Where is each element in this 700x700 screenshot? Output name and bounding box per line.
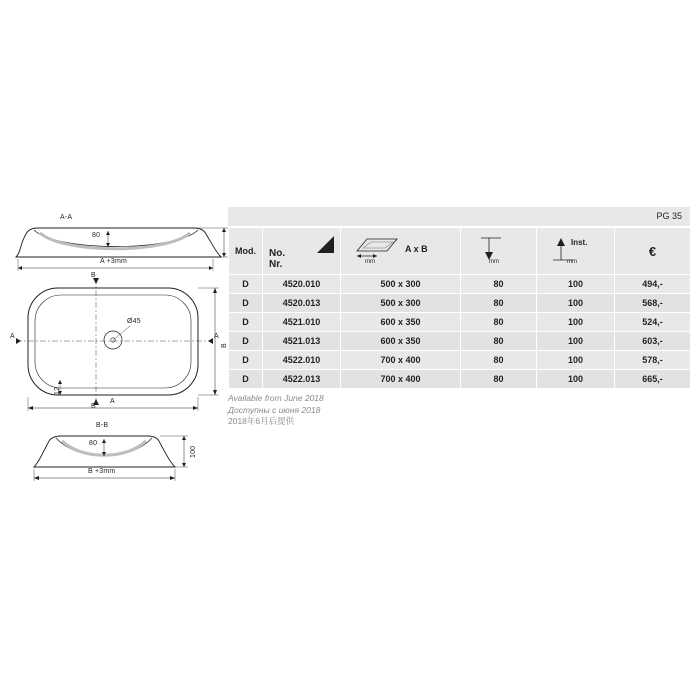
marker-b-bottom: B xyxy=(91,403,96,410)
cell-number: 4522.013 xyxy=(263,370,341,389)
cell-number: 4521.010 xyxy=(263,313,341,332)
cell-mod: D xyxy=(229,351,263,370)
section-aa-label: A-A xyxy=(60,214,73,221)
header-installation xyxy=(537,228,615,275)
header-inst-label: Inst. xyxy=(571,238,588,247)
header-number xyxy=(263,228,341,275)
cell-mod: D xyxy=(229,370,263,389)
header-depth-unit: mm xyxy=(489,259,499,265)
section-bb-width: B +3mm xyxy=(88,468,116,475)
header-dimensions xyxy=(341,228,461,275)
cell-depth: 80 xyxy=(461,332,537,351)
header-price xyxy=(615,228,691,275)
cell-price: 603,- xyxy=(615,332,691,351)
cell-installation: 100 xyxy=(537,275,615,294)
table-row xyxy=(229,313,691,332)
table-row xyxy=(229,332,691,351)
cell-installation: 100 xyxy=(537,332,615,351)
cell-dimensions: 600 x 350 xyxy=(341,313,461,332)
cell-mod: D xyxy=(229,275,263,294)
cell-dimensions: 500 x 300 xyxy=(341,275,461,294)
cell-mod: D xyxy=(229,294,263,313)
header-depth xyxy=(461,228,537,275)
cell-mod: D xyxy=(229,332,263,351)
product-table xyxy=(228,227,691,389)
marker-a-left: A xyxy=(10,333,15,340)
section-bb-label: B-B xyxy=(96,422,109,429)
corner-triangle-icon xyxy=(317,236,334,253)
cell-price: 494,- xyxy=(615,275,691,294)
cell-number: 4522.010 xyxy=(263,351,341,370)
section-bb-outer-height: 100 xyxy=(190,445,197,458)
cell-depth: 80 xyxy=(461,294,537,313)
page-code-bar xyxy=(228,207,690,227)
cell-price: 578,- xyxy=(615,351,691,370)
cell-price: 568,- xyxy=(615,294,691,313)
cell-dimensions: 700 x 400 xyxy=(341,370,461,389)
table-row xyxy=(229,351,691,370)
cell-depth: 80 xyxy=(461,370,537,389)
cell-dimensions: 700 x 400 xyxy=(341,351,461,370)
header-ab-label: A x B xyxy=(405,244,428,254)
section-aa-width: A +3mm xyxy=(100,258,128,265)
top-view-dim-a: A xyxy=(110,398,115,405)
header-mod xyxy=(229,228,263,275)
cell-installation: 100 xyxy=(537,370,615,389)
basin-outline-icon xyxy=(355,237,399,261)
table-header-row xyxy=(229,228,691,275)
header-no-label: No. xyxy=(269,248,286,259)
cell-depth: 80 xyxy=(461,351,537,370)
note-zh: 2018年6月后提供 xyxy=(228,416,295,426)
product-table-container xyxy=(228,207,690,389)
top-view-dim-small: 12 xyxy=(54,386,61,395)
cell-installation: 100 xyxy=(537,294,615,313)
drawing-svg xyxy=(8,200,233,490)
note-ru: Доступны с июня 2018 xyxy=(228,404,321,415)
cell-dimensions: 500 x 300 xyxy=(341,294,461,313)
cell-number: 4520.013 xyxy=(263,294,341,313)
cell-depth: 80 xyxy=(461,313,537,332)
cell-installation: 100 xyxy=(537,351,615,370)
cell-installation: 100 xyxy=(537,313,615,332)
header-mod-label: Mod. xyxy=(235,246,256,256)
cell-price: 665,- xyxy=(615,370,691,389)
drain-diameter: Ø45 xyxy=(127,318,141,325)
cell-mod: D xyxy=(229,313,263,332)
table-row xyxy=(229,370,691,389)
cell-depth: 80 xyxy=(461,275,537,294)
technical-drawing xyxy=(8,200,233,490)
cell-number: 4520.010 xyxy=(263,275,341,294)
header-price-label: € xyxy=(648,243,657,259)
availability-notes xyxy=(228,393,324,428)
section-aa-inner-depth: 80 xyxy=(92,232,101,239)
note-en: Available from June 2018 xyxy=(228,393,324,403)
cell-price: 524,- xyxy=(615,313,691,332)
section-bb-inner-depth: 80 xyxy=(89,440,98,447)
header-inst-unit: mm xyxy=(567,259,577,265)
table-body xyxy=(229,275,691,389)
marker-b-top: B xyxy=(91,272,96,279)
cell-dimensions: 600 x 350 xyxy=(341,332,461,351)
marker-a-right: A xyxy=(214,333,219,340)
page-code: PG 35 xyxy=(656,211,682,221)
header-ab-unit: mm xyxy=(365,259,375,265)
table-row xyxy=(229,294,691,313)
cell-number: 4521.013 xyxy=(263,332,341,351)
top-view-dim-b: B xyxy=(221,343,228,348)
table-row xyxy=(229,275,691,294)
header-nr-label: Nr. xyxy=(269,259,283,270)
